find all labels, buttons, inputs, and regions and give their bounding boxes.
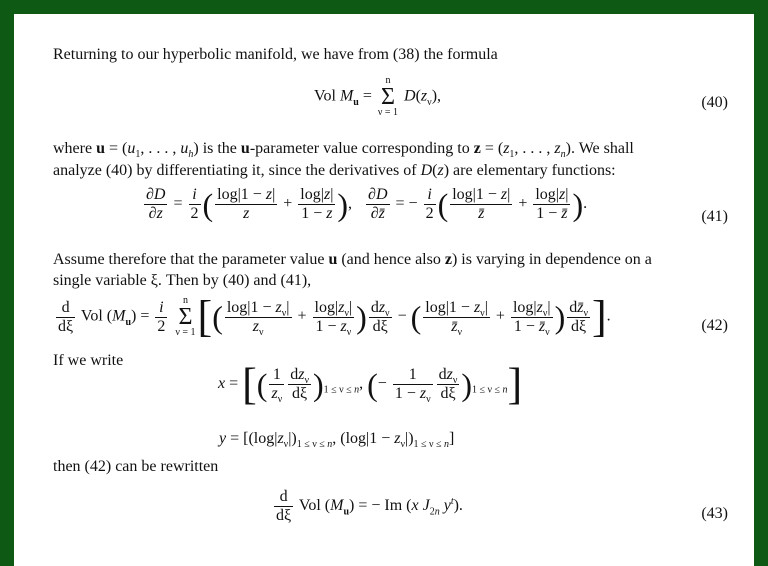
equation-43: $\frac{d}{d\xi}$ Vol $(M_u)$ = − Im (x $J_{2n}$ $y^t$).: [276, 488, 463, 524]
paragraph-if-we-write: If we write: [53, 352, 124, 369]
equation-y-definition: $y = [(\log|z_\nu|)_{1 \le \nu \le n}$, $(\log|1 - z_\nu|)_{1 \le \nu \le n}$]: [219, 430, 455, 451]
paragraph-assume-line1: Assume therefore that the parameter value u (and hence also z) is varying in dependence on a: [53, 251, 652, 268]
equation-number-43: (43): [701, 505, 728, 522]
equation-40: Vol $M_u = n$ Σ ν = 1 $D(z_\nu)$,: [314, 75, 442, 118]
equation-42: $\frac{d}{d\xi}$ Vol $(M_u)$ = $\frac{i}{2}$ n Σ ν = 1[( $\frac{\log|1 - z_\nu|}{z_\nu}$ + $\frac{\log|z_\nu|}{1 - z_\nu}$ ) $\frac{dz_\nu}{d\xi}$ − ( $\frac{\log|1 - z_\nu|}{z̄_\nu}$ + $\frac{\log|z_\nu|}{1 - z̄_\nu}$ ) $\frac{dz̄_\nu}{d\xi}$ ].: [58, 292, 611, 341]
paragraph-where-line2: analyze (40) by differentiating it, since the derivatives of D(z) are elementary functions:: [53, 162, 616, 179]
paragraph-assume-line2: single variable ξ. Then by (40) and (41),: [53, 272, 312, 289]
equation-41: $\frac{\partial D}{\partial z}$ = $\frac{i}{2}$ ( $\frac{\log|1 - z|}{z}$ + $\frac{\log|z|}{1 - z}$ ), $\frac{\partial D}{\partial z̄}$ = − $\frac{i}{2}$ ( $\frac{\log|1 - z|}{z̄}$ + $\frac{\log|z|}{1 - z̄}$ ).: [146, 186, 588, 223]
paragraph-intro: Returning to our hyperbolic manifold, we have from (38) the formula: [53, 46, 498, 63]
document-page: [14, 14, 754, 566]
equation-x-definition: x = [( $\frac{1}{z_\nu}$ $\frac{dz_\nu}{d\xi}$ )$_{1 \le \nu \le n}$, (− $\frac{1}{1 - z_\nu}$ $\frac{dz_\nu}{d\xi}$ )$_{1 \le \nu \le n}$]: [218, 359, 523, 409]
equation-number-40: (40): [701, 94, 728, 111]
paragraph-then-rewritten: then (42) can be rewritten: [53, 458, 219, 475]
equation-number-41: (41): [701, 208, 728, 225]
paragraph-where-line1: where $u = (u_1$, . . . , $u_h$) is the u-parameter value corresponding to $z = (z_1$, . . . , $z_n$). We shall: [53, 140, 634, 161]
equation-number-42: (42): [701, 317, 728, 334]
